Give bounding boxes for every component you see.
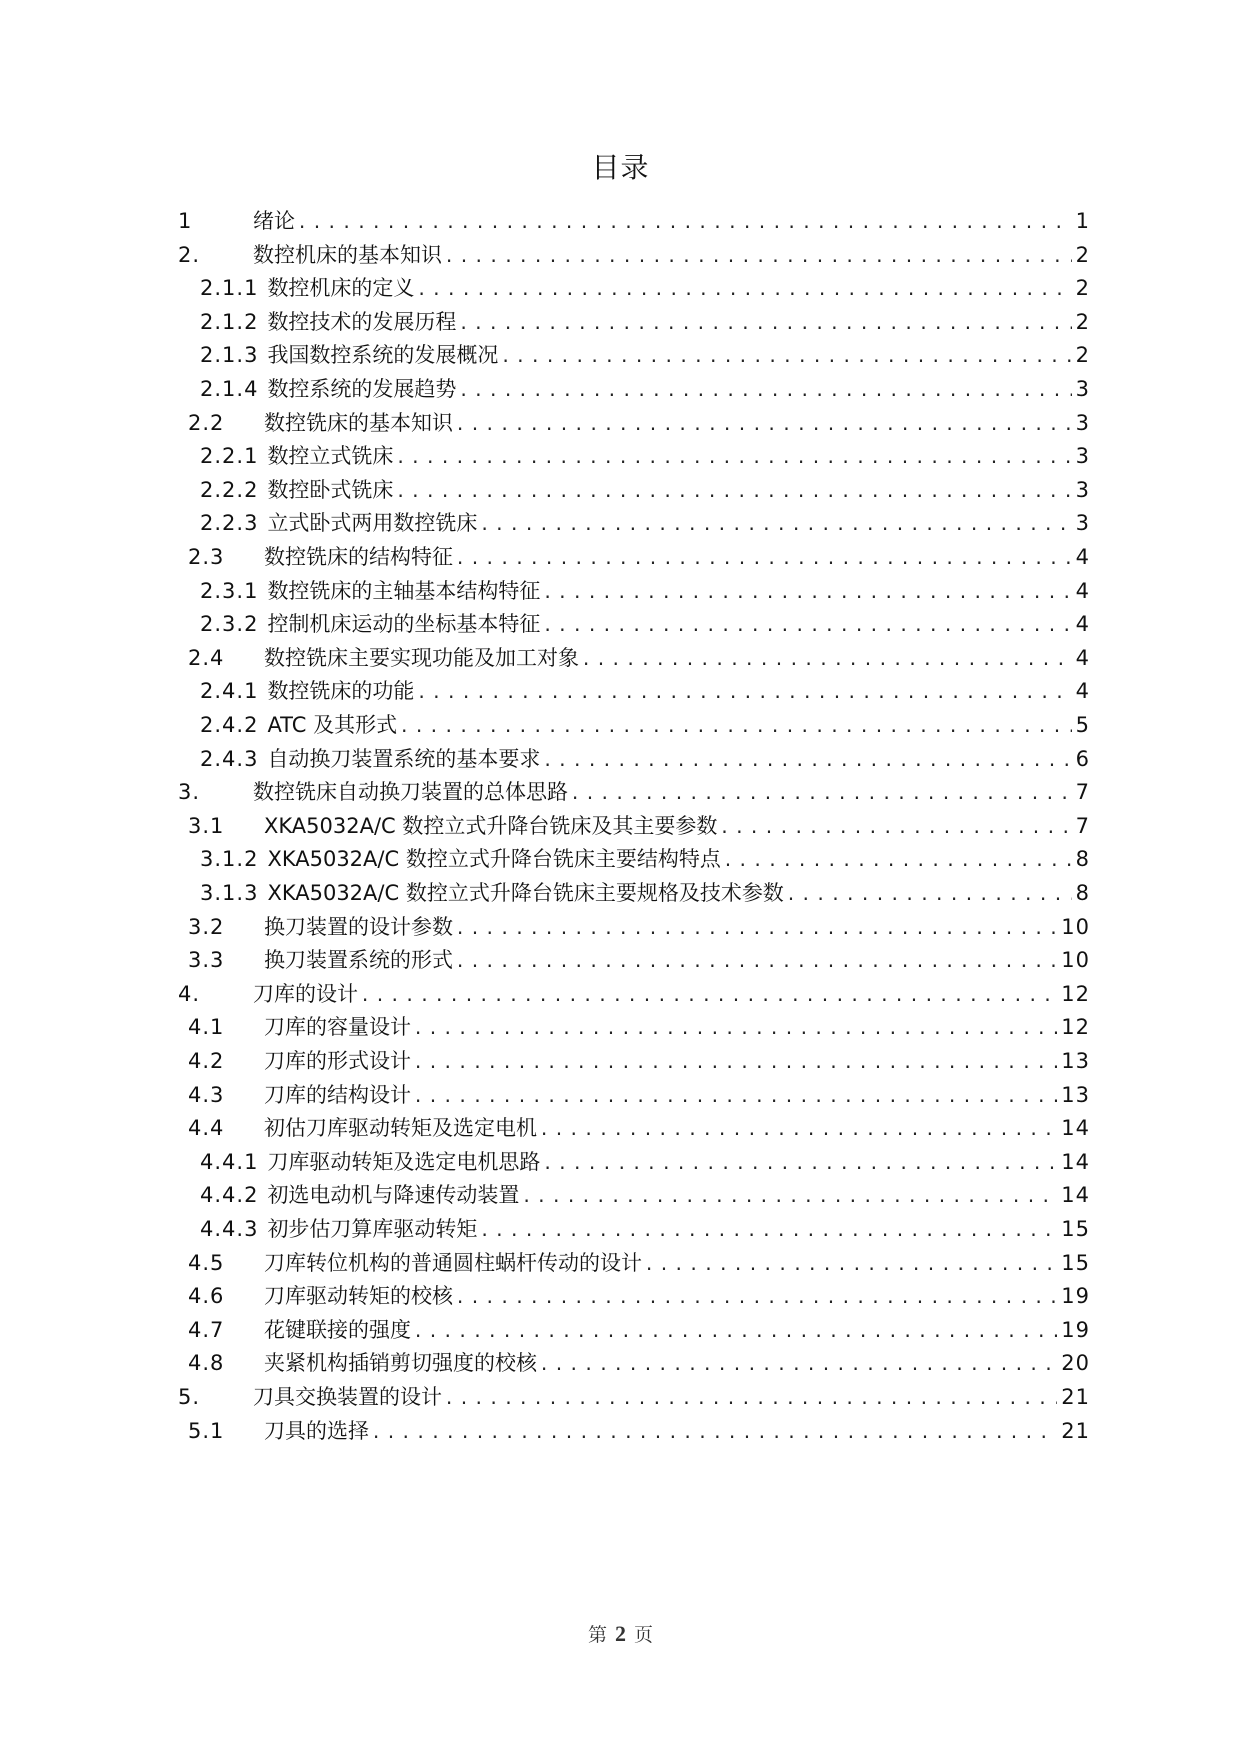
toc-entry[interactable] <box>178 237 1090 274</box>
toc-entry-title: 数控铣床的结构特征 <box>264 545 453 569</box>
toc-entry-page: 2 <box>1075 343 1090 368</box>
toc-entry-number: 4.3 <box>188 1082 225 1107</box>
toc-entry-page: 14 <box>1061 1116 1090 1141</box>
toc-entry-page: 2 <box>1075 242 1090 267</box>
toc-entry-page: 12 <box>1061 981 1090 1006</box>
toc-entry[interactable] <box>188 942 1090 979</box>
toc-entry-number: 4.4.1 <box>200 1149 259 1174</box>
toc-entry-number: 2. <box>178 242 201 267</box>
toc-entry[interactable] <box>200 573 1090 610</box>
toc-entry[interactable] <box>188 1245 1090 1282</box>
toc-entry-number: 2.1.1 <box>200 276 259 301</box>
toc-entry-page: 7 <box>1075 780 1090 805</box>
toc-entry-title: 绪论 <box>253 209 295 233</box>
toc-entry-title: 刀库的形式设计 <box>264 1049 411 1073</box>
toc-entry-number: 4.7 <box>188 1317 225 1342</box>
toc-entry-page: 14 <box>1061 1149 1090 1174</box>
toc-entry-number: 2.4 <box>188 645 225 670</box>
toc-entry[interactable] <box>200 875 1090 912</box>
toc-entry[interactable] <box>178 1379 1090 1416</box>
toc-entry-page: 1 <box>1075 209 1090 233</box>
toc-entry-page: 5 <box>1075 713 1090 737</box>
toc-entry-number: 2.4.1 <box>200 679 259 704</box>
toc-entry[interactable] <box>178 774 1090 811</box>
toc-entry-title: XKA5032A/C 数控立式升降台铣床主要规格及技术参数 <box>267 881 784 905</box>
toc-entry-page: 21 <box>1061 1385 1090 1409</box>
toc-entry-number: 2.2.2 <box>200 477 259 502</box>
toc-entry-page: 8 <box>1075 847 1090 872</box>
toc-entry-page: 3 <box>1075 477 1090 502</box>
toc-entry-number: 2.3.2 <box>200 612 259 637</box>
toc-entry-title: 刀库的设计 <box>253 981 358 1006</box>
toc-entry-page: 3 <box>1075 410 1090 435</box>
toc-entry-page: 3 <box>1075 377 1090 401</box>
toc-entry-title: 立式卧式两用数控铣床 <box>267 511 478 536</box>
toc-entry-page: 8 <box>1075 881 1090 905</box>
toc-entry-title: 数控卧式铣床 <box>267 477 394 502</box>
page-footer <box>0 1620 1241 1647</box>
toc-entry-page: 4 <box>1075 679 1090 704</box>
toc-entry-page: 15 <box>1061 1217 1090 1241</box>
toc-entry-title: 数控机床的定义 <box>267 276 415 301</box>
toc-entry[interactable] <box>200 1144 1090 1181</box>
toc-entry-number: 3.1.2 <box>200 847 259 872</box>
toc-entry-page: 10 <box>1061 948 1090 973</box>
toc-entry-number: 1 <box>178 209 193 233</box>
toc-entry[interactable] <box>200 472 1090 509</box>
toc-entry[interactable] <box>200 841 1090 878</box>
toc-entry-number: 4.4.2 <box>200 1183 259 1208</box>
toc-entry-page: 20 <box>1061 1351 1090 1376</box>
toc-entry[interactable] <box>188 1009 1090 1046</box>
toc-entry-number: 4.4 <box>188 1116 225 1141</box>
toc-entry-title: 数控机床的基本知识 <box>253 242 442 267</box>
toc-entry-number: 2.1.3 <box>200 343 259 368</box>
toc-entry[interactable] <box>188 1413 1090 1450</box>
toc-entry-title: 刀库驱动转矩的校核 <box>264 1284 453 1309</box>
toc-entry-page: 4 <box>1075 578 1090 603</box>
toc-entry-number: 5. <box>178 1385 201 1409</box>
toc-entry-title: 数控铣床主要实现功能及加工对象 <box>264 645 579 670</box>
toc-entry-title: 夹紧机构插销剪切强度的校核 <box>264 1351 537 1376</box>
toc-entry-title: 自动换刀装置系统的基本要求 <box>267 746 541 771</box>
toc-entry[interactable] <box>200 606 1090 643</box>
toc-entry-title: 数控系统的发展趋势 <box>267 377 457 401</box>
toc-entry[interactable] <box>200 707 1090 744</box>
toc-entry-page: 19 <box>1061 1284 1090 1309</box>
toc-entry-page: 4 <box>1075 612 1090 637</box>
toc-entry-title: 换刀装置系统的形式 <box>264 948 453 973</box>
toc-entry[interactable] <box>200 337 1090 374</box>
toc-entry[interactable] <box>188 1345 1090 1382</box>
toc-entry-title: 我国数控系统的发展概况 <box>267 343 499 368</box>
toc-entry-page: 21 <box>1061 1418 1090 1443</box>
toc-entry-title: 刀库的容量设计 <box>264 1015 411 1040</box>
toc-entry-page: 6 <box>1075 746 1090 771</box>
toc-entry-number: 2.4.2 <box>200 713 259 737</box>
toc-entry-page: 3 <box>1075 444 1090 469</box>
toc-entry[interactable] <box>188 1077 1090 1114</box>
toc-entry-page: 4 <box>1075 645 1090 670</box>
toc-entry-number: 3.3 <box>188 948 225 973</box>
toc-entry-title: 控制机床运动的坐标基本特征 <box>267 612 541 637</box>
toc-entry[interactable] <box>200 505 1090 542</box>
toc-entry-number: 2.1.2 <box>200 309 259 334</box>
toc-entry-page: 12 <box>1061 1015 1090 1040</box>
toc-entry-page: 7 <box>1075 813 1090 838</box>
toc-entry[interactable] <box>200 270 1090 307</box>
toc-entry-page: 2 <box>1075 276 1090 301</box>
toc-entry-number: 4.1 <box>188 1015 225 1040</box>
toc-entry-number: 4.2 <box>188 1049 225 1073</box>
footer-prefix: 第 <box>587 1625 607 1646</box>
toc-entry-title: XKA5032A/C 数控立式升降台铣床及其主要参数 <box>264 813 718 838</box>
toc-entry-number: 4.6 <box>188 1284 225 1309</box>
toc-entry-title: 刀库转位机构的普通圆柱蜗杆传动的设计 <box>264 1250 642 1275</box>
toc-entry-number: 4.8 <box>188 1351 225 1376</box>
toc-entry-number: 3.1 <box>188 813 225 838</box>
toc-entry-title: 数控立式铣床 <box>267 444 394 469</box>
toc-entry[interactable] <box>188 405 1090 442</box>
toc-entry-title: 刀库的结构设计 <box>264 1082 411 1107</box>
toc-entry-title: 数控技术的发展历程 <box>267 309 457 334</box>
toc-entry[interactable] <box>188 539 1090 576</box>
toc-entry-page: 13 <box>1061 1049 1090 1073</box>
toc-entry-page: 4 <box>1075 545 1090 569</box>
toc-entry[interactable] <box>188 640 1090 677</box>
toc-entry-number: 3.2 <box>188 914 225 939</box>
toc-entry-title: XKA5032A/C 数控立式升降台铣床主要结构特点 <box>267 847 721 872</box>
toc-entry-number: 2.2.1 <box>200 444 259 469</box>
toc-entry-title: 数控铣床自动换刀装置的总体思路 <box>253 780 568 805</box>
toc-entry-page: 13 <box>1061 1082 1090 1107</box>
toc-entry[interactable] <box>200 741 1090 778</box>
toc-entry[interactable] <box>188 1278 1090 1315</box>
toc-entry-title: 刀具交换装置的设计 <box>253 1385 442 1409</box>
toc-entry-number: 2.4.3 <box>200 746 259 771</box>
toc-entry-page: 3 <box>1075 511 1090 536</box>
toc-entry[interactable] <box>200 371 1090 408</box>
toc-entry-title: 初选电动机与降速传动装置 <box>267 1183 520 1208</box>
toc-entry-title: 换刀装置的设计参数 <box>264 914 453 939</box>
toc-entry-number: 2.1.4 <box>200 377 259 401</box>
toc-entry-title: 刀库驱动转矩及选定电机思路 <box>267 1149 541 1174</box>
footer-suffix: 页 <box>634 1625 654 1646</box>
toc-entry-page: 15 <box>1061 1250 1090 1275</box>
toc-entry[interactable] <box>200 438 1090 475</box>
toc-entry-number: 4.5 <box>188 1250 225 1275</box>
toc-entry[interactable] <box>178 976 1090 1013</box>
toc-entry-title: 数控铣床的基本知识 <box>264 410 453 435</box>
toc-entry-title: 初步估刀算库驱动转矩 <box>267 1217 478 1241</box>
toc-entry-title: 花键联接的强度 <box>264 1317 411 1342</box>
toc-entry-number: 2.3.1 <box>200 578 259 603</box>
toc-entry-number: 2.2 <box>188 410 225 435</box>
toc-entry-page: 14 <box>1061 1183 1090 1208</box>
toc-entry[interactable] <box>188 808 1090 845</box>
toc-entry[interactable] <box>200 673 1090 710</box>
toc-entry-number: 2.2.3 <box>200 511 259 536</box>
toc-entry[interactable] <box>188 1312 1090 1349</box>
toc-entry-number: 2.3 <box>188 545 225 569</box>
toc-entry-number: 3.1.3 <box>200 881 259 905</box>
toc-entry-page: 10 <box>1061 914 1090 939</box>
toc-entry-title: 刀具的选择 <box>264 1418 369 1443</box>
toc-entry-number: 3. <box>178 780 201 805</box>
toc-entry[interactable] <box>178 203 1090 240</box>
toc-entry[interactable] <box>200 304 1090 341</box>
toc-entry-number: 4.4.3 <box>200 1217 259 1241</box>
toc-entry[interactable] <box>200 1177 1090 1214</box>
toc-entry[interactable] <box>188 1043 1090 1080</box>
toc-entry[interactable] <box>200 1211 1090 1248</box>
toc-entry[interactable] <box>188 1110 1090 1147</box>
toc-entry-number: 4. <box>178 981 201 1006</box>
toc-entry[interactable] <box>188 909 1090 946</box>
toc-entry-page: 19 <box>1061 1317 1090 1342</box>
toc-entry-title: ATC 及其形式 <box>267 713 398 737</box>
footer-page-number: 2 <box>615 1621 626 1646</box>
page-title: 目录 <box>591 151 650 184</box>
toc-leader-dots <box>371 1415 1057 1452</box>
toc-entry-number: 5.1 <box>188 1418 225 1443</box>
toc-entry-title: 数控铣床的主轴基本结构特征 <box>267 578 541 603</box>
toc-entry-title: 初估刀库驱动转矩及选定电机 <box>264 1116 537 1141</box>
toc-entry-title: 数控铣床的功能 <box>267 679 415 704</box>
toc-entry-page: 2 <box>1075 309 1090 334</box>
